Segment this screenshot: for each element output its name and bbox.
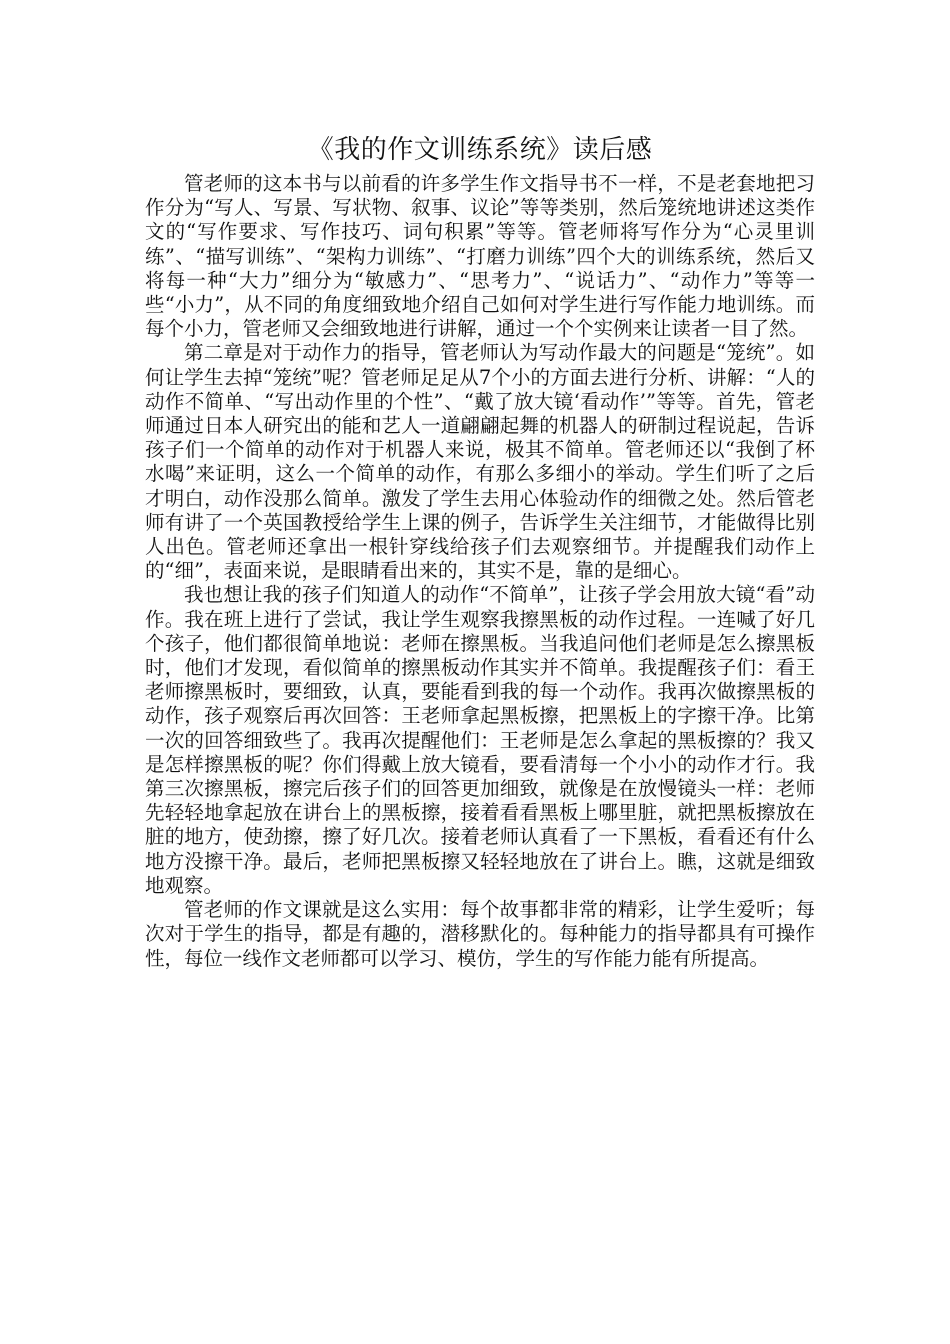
paragraph-2: 第二章是对于动作力的指导，管老师认为写动作最大的问题是“笼统”。如何让学生去掉“笼统”呢？管老师足足从7个小的方面去进行分析、讲解：“人的动作不简单、“写出动作里的个性”、“戴了放大镜‘看动作’”等等。首先，管老师通过日本人研究出的能和艺人一道翩翩起舞的机器人的研制过程说起，告诉孩子们一个简单的动作对于机器人来说，极其不简单。管老师还以“我倒了杯水喝”来证明，这么一个简单的动作，有那么多细小的举动。学生们听了之后才明白，动作没那么简单。激发了学生去用心体验动作的细微之处。然后管老师有讲了一个英国教授给学生上课的例子，告诉学生关注细节，才能做得比别人出色。管老师还拿出一根针穿线给孩子们去观察细节。并提醒我们动作上的“细”，表面来说，是眼睛看出来的，其实不是，靠的是细心。 [145,341,815,583]
paragraph-4: 管老师的作文课就是这么实用：每个故事都非常的精彩，让学生爱听；每次对于学生的指导，都是有趣的，潜移默化的。每种能力的指导都具有可操作性，每位一线作文老师都可以学习、模仿，学生的写作能力能有所提高。 [145,898,815,970]
document-page [145,130,815,971]
paragraph-1: 管老师的这本书与以前看的许多学生作文指导书不一样，不是老套地把习作分为“写人、写景、写状物、叙事、议论”等等类别，然后笼统地讲述这类作文的“写作要求、写作技巧、词句积累”等等。管老师将写作分为“心灵里训练”、“描写训练”、“架构力训练”、“打磨力训练”四个大的训练系统，然后又将每一种“大力”细分为“敏感力”、“思考力”、“说话力”、“动作力”等等一些“小力”，从不同的角度细致地介绍自己如何对学生进行写作能力地训练。而每个小力，管老师又会细致地进行讲解，通过一个个实例来让读者一目了然。 [145,172,815,341]
paragraph-3: 我也想让我的孩子们知道人的动作“不简单”，让孩子学会用放大镜“看”动作。我在班上进行了尝试，我让学生观察我擦黑板的动作过程。一连喊了好几个孩子，他们都很简单地说：老师在擦黑板。当我追问他们老师是怎么擦黑板时，他们才发现，看似简单的擦黑板动作其实并不简单。我提醒孩子们：看王老师擦黑板时，要细致，认真，要能看到我的每一个动作。我再次做擦黑板的动作，孩子观察后再次回答：王老师拿起黑板擦，把黑板上的字擦干净。比第一次的回答细致些了。我再次提醒他们：王老师是怎么拿起的黑板擦的？我又是怎样擦黑板的呢？你们得戴上放大镜看，要看清每一个小小的动作才行。我第三次擦黑板，擦完后孩子们的回答更加细致，就像是在放慢镜头一样：老师先轻轻地拿起放在讲台上的黑板擦，接着看看黑板上哪里脏，就把黑板擦放在脏的地方，使劲擦，擦了好几次。接着老师认真看了一下黑板，看看还有什么地方没擦干净。最后，老师把黑板擦又轻轻地放在了讲台上。瞧，这就是细致地观察。 [145,583,815,897]
document-title: 《我的作文训练系统》读后感 [307,135,653,165]
